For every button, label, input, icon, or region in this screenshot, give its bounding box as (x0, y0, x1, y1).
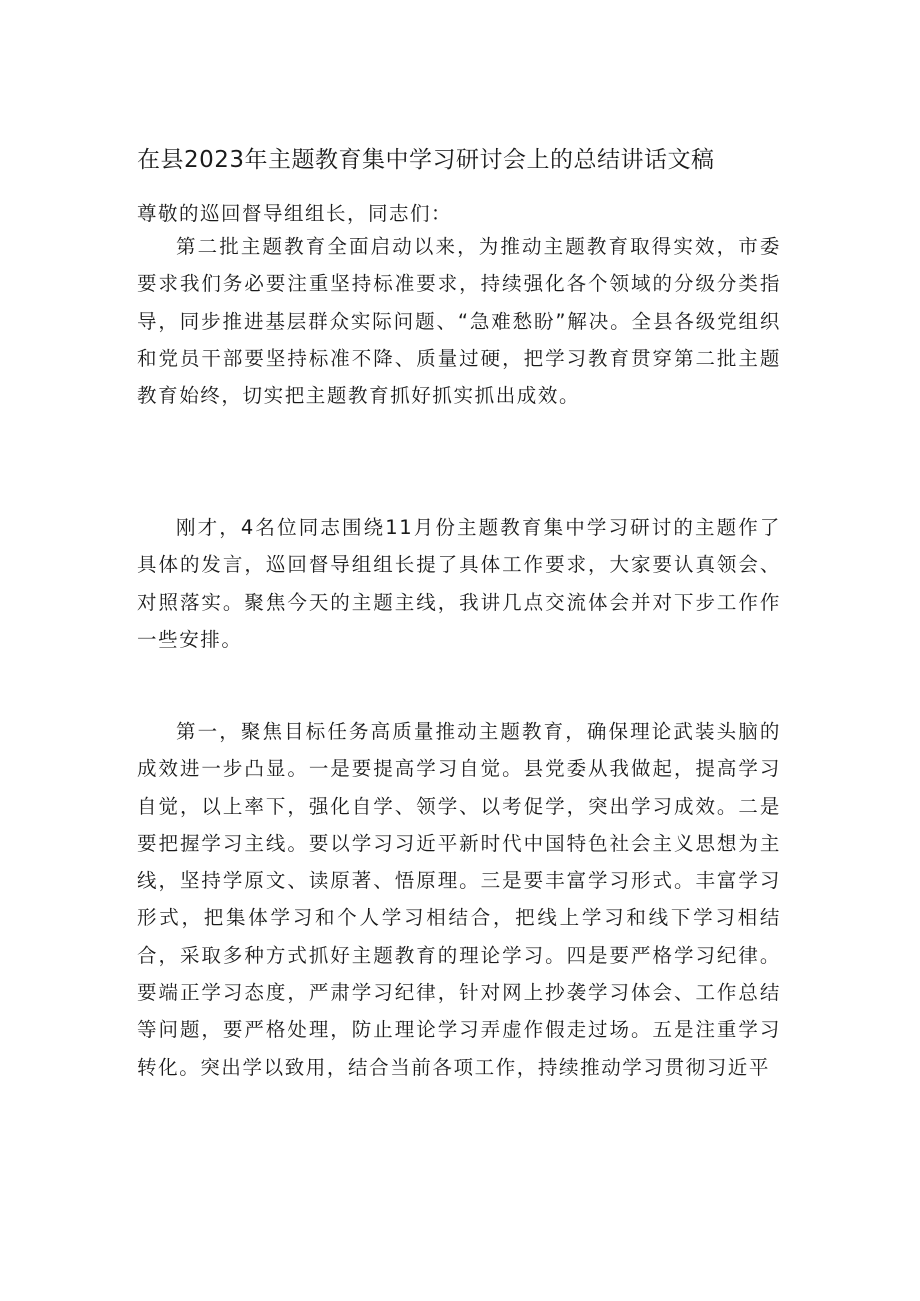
paragraph: 第一，聚焦目标任务高质量推动主题教育，确保理论武装头脑的成效进一步凸显。一是要提高学习自觉。县党委从我做起，提高学习自觉，以上率下，强化自学、领学、以考促学，突出学习成效。二是要把握学习主线。要以学习习近平新时代中国特色社会主义思想为主线，坚持学原文、读原著、悟原理。三是要丰富学习形式。丰富学习形式，把集体学习和个人学习相结合，把线上学习和线下学习相结合，采取多种方式抓好主题教育的理论学习。四是要严格学习纪律。要端正学习态度，严肃学习纪律，针对网上抄袭学习体会、工作总结等问题，要严格处理，防止理论学习弄虚作假走过场。五是注重学习转化。突出学以致用，结合当前各项工作，持续推动学习贯彻习近平 (137, 720, 781, 1079)
paragraph: 刚才，4名位同志围绕11月份主题教育集中学习研讨的主题作了具体的发言，巡回督导组组长提了具体工作要求，大家要认真领会、对照落实。聚焦今天的主题主线，我讲几点交流体会并对下步工作作一些安排。 (137, 516, 781, 651)
paragraph: 第二批主题教育全面启动以来，为推动主题教育取得实效，市委要求我们务必要注重坚持标准要求，持续强化各个领域的分级分类指导，同步推进基层群众实际问题、“急难愁盼”解决。全县各级党组织和党员干部要坚持标准不降、质量过硬，把学习教育贯穿第二批主题教育始终，切实把主题教育抓好抓实抓出成效。 (137, 235, 781, 408)
document-title: 在县2023年主题教育集中学习研讨会上的总结讲话文稿 (137, 147, 715, 173)
salutation: 尊敬的巡回督导组组长，同志们： (137, 202, 453, 225)
